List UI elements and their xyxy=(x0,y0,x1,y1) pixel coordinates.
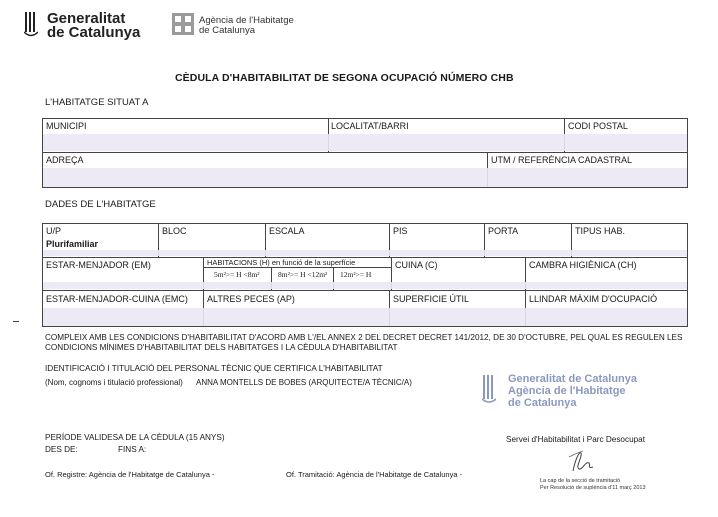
agency-name-line2: de Catalunya xyxy=(199,25,255,36)
field-estar-menjador: ESTAR-MENJADOR (EM) xyxy=(46,260,151,270)
field-tipus: TIPUS HAB. xyxy=(575,226,626,236)
gencat-name-line2: de Catalunya xyxy=(47,24,141,41)
field-llindar: LLINDAR MÀXIM D'OCUPACIÓ xyxy=(529,294,658,304)
service-name: Servei d'Habitabilitat i Parc Desocupat xyxy=(506,435,645,444)
field-cambra: CAMBRA HIGIÈNICA (CH) xyxy=(529,260,637,270)
validity-to: FINS A: xyxy=(118,445,147,454)
margin-mark xyxy=(13,321,19,322)
stamp-line2: Agència de l'Habitatge xyxy=(508,385,626,397)
agency-logo-icon xyxy=(172,13,194,35)
field-up: U/P xyxy=(46,226,62,236)
field-hab-range1: 5m²>= H <8m² xyxy=(214,270,260,279)
agency-name-line1: Agència de l'Habitatge xyxy=(199,15,294,26)
field-localitat: LOCALITAT/BARRI xyxy=(331,121,409,131)
technician-label: (Nom, cognoms i titulació professional) xyxy=(45,378,183,387)
field-codi-postal: CODI POSTAL xyxy=(568,121,628,131)
field-superficie: SUPERFICIE ÚTIL xyxy=(393,294,470,304)
field-hab-range3: 12m²>= H xyxy=(340,270,372,279)
document-title: CÈDULA D'HABITABILITAT DE SEGONA OCUPACIÓ NÚMERO CHB xyxy=(175,72,514,84)
footer-registre: Of. Registre: Agència de l'Habitatge de Catalunya - xyxy=(45,470,215,479)
technician-heading: IDENTIFICACIÓ I TITULACIÓ DEL PERSONAL TÈCNIC QUE CERTIFICA L'HABITABILITAT xyxy=(45,364,383,373)
validity-from: DES DE: xyxy=(45,445,78,454)
signature-note2: Per Resolució de suplència d'11 març 2013 xyxy=(540,485,646,491)
stamp-line1: Generalitat de Catalunya xyxy=(508,373,637,385)
signature-icon xyxy=(565,447,605,473)
field-emc: ESTAR-MENJADOR-CUINA (EMC) xyxy=(46,294,188,304)
section-location-heading: L'HABITATGE SITUAT A xyxy=(45,97,149,108)
field-cuina: CUINA (C) xyxy=(395,260,438,270)
field-municipi: MUNICIPI xyxy=(46,121,87,131)
technician-name: ANNA MONTELLS DE BOBES (ARQUITECTE/A TÈCNIC/A) xyxy=(196,378,412,387)
signature-note1: La cap de la secció de tramitació xyxy=(540,478,621,484)
gencat-name-line1: Generalitat xyxy=(47,10,126,27)
validity-heading: PERÍODE VALIDESA DE LA CÈDULA (15 ANYS) xyxy=(45,433,225,442)
gencat-logo-icon xyxy=(24,11,38,37)
field-altres-peces: ALTRES PECES (AP) xyxy=(207,294,295,304)
field-bloc: BLOC xyxy=(162,226,187,236)
stamp-line3: de Catalunya xyxy=(508,397,577,409)
footer-tramitacio: Of. Tramitació: Agència de l'Habitatge de Catalunya - xyxy=(286,470,463,479)
field-hab-range2: 8m²>= H <12m² xyxy=(278,270,328,279)
stamp-logo-icon xyxy=(482,374,496,404)
field-utm: UTM / REFERÈNCIA CADASTRAL xyxy=(491,155,633,165)
stamp xyxy=(482,372,642,412)
field-pis: PIS xyxy=(393,226,408,236)
field-up-value: Plurifamiliar xyxy=(46,239,99,249)
field-adreca: ADREÇA xyxy=(46,155,84,165)
compliance-text: COMPLEIX AMB LES CONDICIONS D'HABITABILITAT D'ACORD AMB L'/EL ANNEX 2 DEL DECRET DECRET 141/2012, DE 30 D'OCTUBRE, PEL QUAL ES REGULEN LES CONDICIONS MÍNIMES D'HABITABILITAT DELS HABITATGES I LA CÈDULA D'HABITABILITAT xyxy=(45,333,683,352)
field-habitacions: HABITACIONS (H) en funció de la superfície xyxy=(207,258,356,267)
field-porta: PORTA xyxy=(488,226,519,236)
field-escala: ESCALA xyxy=(269,226,305,236)
section-data-heading: DADES DE L'HABITATGE xyxy=(45,199,156,210)
